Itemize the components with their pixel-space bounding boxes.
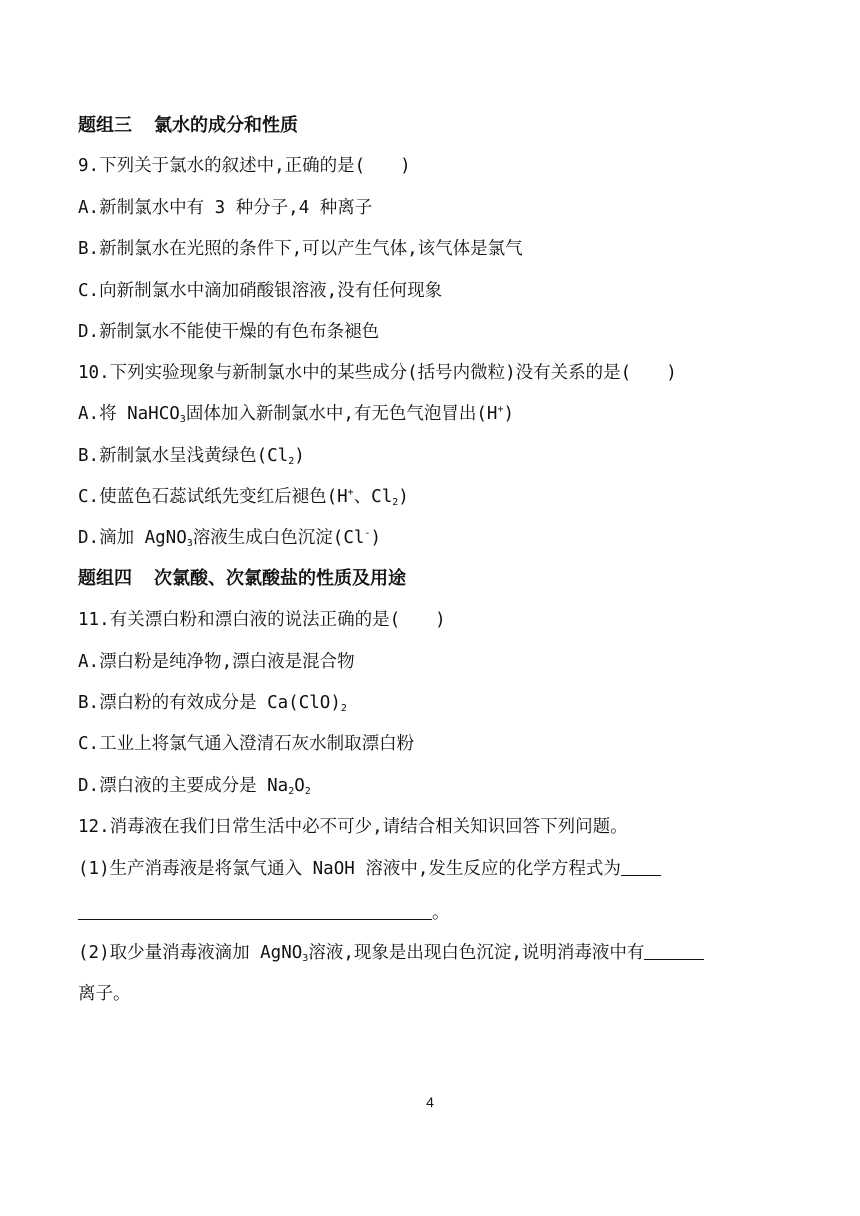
question-12-part-1-cont: 。 bbox=[78, 901, 450, 925]
question-11-stem: 11.有关漂白粉和漂白液的说法正确的是( ) bbox=[78, 610, 446, 630]
question-12-part-2: (2)取少量消毒液滴加 AgNO$_3$溶液,现象是出现白色沉淀,说明消毒液中有 bbox=[78, 941, 704, 965]
answer-blank[interactable] bbox=[78, 901, 432, 920]
section-label: 题组三 bbox=[78, 115, 132, 136]
question-10-option-a: A.将 NaHCO$_3$固体加入新制氯水中,有无色气泡冒出(H+) bbox=[78, 404, 515, 425]
question-9-option-c: C.向新制氯水中滴加硝酸银溶液,没有任何现象 bbox=[78, 281, 443, 301]
question-11-option-b: B.漂白粉的有效成分是 $Ca(ClO)_2$ bbox=[78, 693, 347, 714]
question-12-part-2-cont: 离子。 bbox=[78, 984, 131, 1004]
question-12-stem: 12.消毒液在我们日常生活中必不可少,请结合相关知识回答下列问题。 bbox=[78, 817, 628, 837]
answer-blank[interactable] bbox=[644, 941, 704, 960]
question-9-option-a: A.新制氯水中有 3 种分子,4 种离子 bbox=[78, 198, 373, 218]
question-10-option-d: D.滴加 AgNO$_3$溶液生成白色沉淀(Cl-) bbox=[78, 528, 381, 549]
answer-blank[interactable] bbox=[621, 857, 661, 876]
question-9-option-b: B.新制氯水在光照的条件下,可以产生气体,该气体是氯气 bbox=[78, 239, 523, 259]
section-title: 氯水的成分和性质 bbox=[154, 115, 298, 136]
question-11-option-c: C.工业上将氯气通入澄清石灰水制取漂白粉 bbox=[78, 734, 415, 754]
section-heading-group4 bbox=[78, 567, 406, 591]
question-10-option-b: B.新制氯水呈浅黄绿色$(Cl_2)$ bbox=[78, 446, 305, 467]
question-9-option-d: D.新制氯水不能使干燥的有色布条褪色 bbox=[78, 322, 380, 342]
page-number: 4 bbox=[426, 1094, 434, 1110]
question-10-option-c: C.使蓝色石蕊试纸先变红后褪色(H+、$Cl_2$) bbox=[78, 487, 409, 508]
question-9-stem: 9.下列关于氯水的叙述中,正确的是( ) bbox=[78, 156, 411, 176]
section-heading-group3 bbox=[78, 114, 298, 138]
question-10-stem: 10.下列实验现象与新制氯水中的某些成分(括号内微粒)没有关系的是( ) bbox=[78, 363, 677, 383]
question-11-option-a: A.漂白粉是纯净物,漂白液是混合物 bbox=[78, 652, 355, 672]
section-label: 题组四 bbox=[78, 568, 132, 589]
question-12-part-1: (1)生产消毒液是将氯气通入 NaOH 溶液中,发生反应的化学方程式为 bbox=[78, 857, 661, 881]
question-11-option-d: D.漂白液的主要成分是 $Na_2O_2$ bbox=[78, 776, 311, 797]
section-title: 次氯酸、次氯酸盐的性质及用途 bbox=[154, 568, 406, 589]
